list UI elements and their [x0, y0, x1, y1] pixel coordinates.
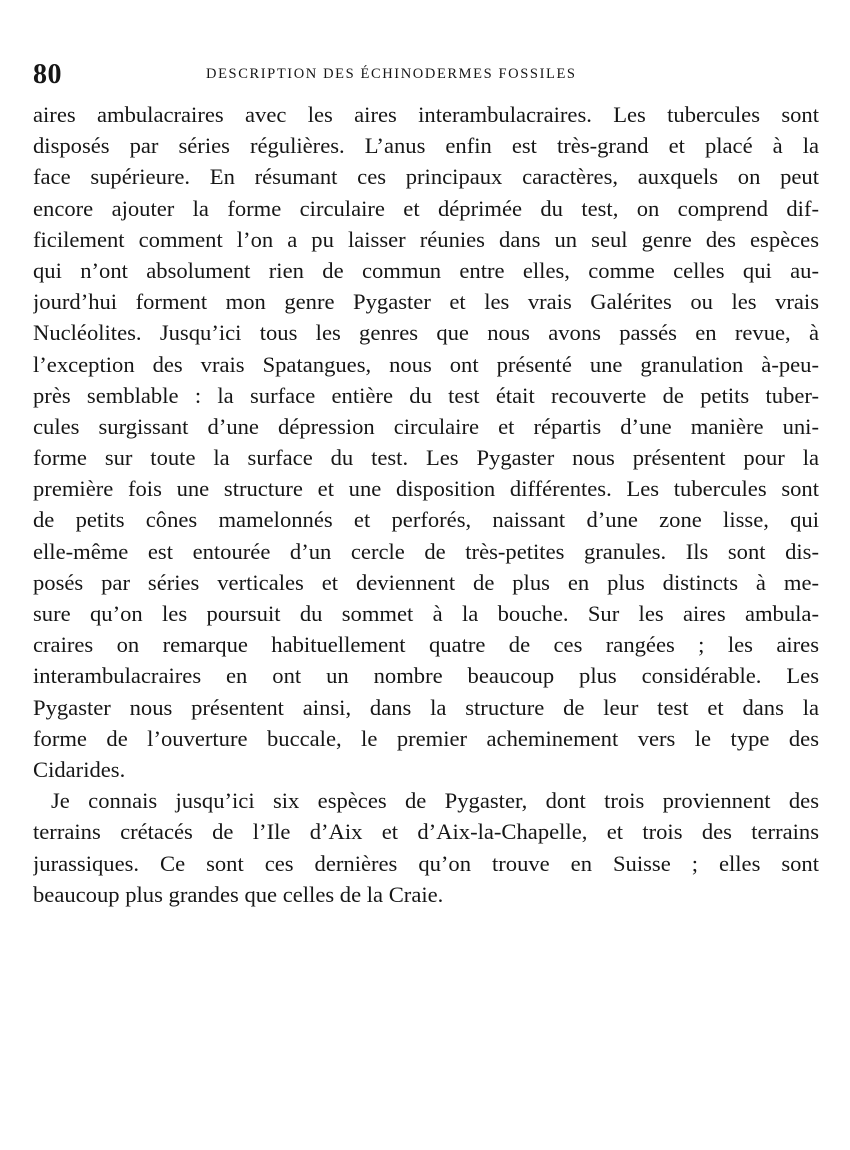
text-line: aires ambulacraires avec les aires interambulacraires. Les tubercules sont: [33, 102, 819, 127]
text-line: Nucléolites. Jusqu’ici tous les genres que nous avons passés en revue, à: [33, 320, 819, 346]
text-line: encore ajouter la forme circulaire et déprimée du test, on comprend dif-: [33, 195, 819, 221]
text-line: posés par séries verticales et deviennent de plus en plus distincts à me-: [33, 569, 819, 595]
text-line: beaucoup plus grandes que celles de la Craie.: [33, 881, 444, 907]
text-line: interambulacraires en ont un nombre beaucoup plus considérable. Les: [33, 663, 819, 689]
text-line: craires on remarque habituellement quatre de ces rangées ; les aires: [33, 632, 819, 658]
text-line: jourd’hui forment mon genre Pygaster et les vrais Galérites ou les vrais: [33, 289, 819, 315]
text-line: disposés par séries régulières. L’anus enfin est très-grand et placé à la: [33, 133, 819, 159]
text-line: ficilement comment l’on a pu laisser réunies dans un seul genre des espèces: [33, 226, 819, 252]
text-line: qui n’ont absolument rien de commun entre elles, comme celles qui au-: [33, 257, 819, 283]
text-line: Je connais jusqu’ici six espèces de Pygaster, dont trois proviennent des: [51, 788, 819, 814]
text-line: première fois une structure et une disposition différentes. Les tubercules sont: [33, 476, 819, 502]
text-line: sure qu’on les poursuit du sommet à la bouche. Sur les aires ambula-: [33, 601, 819, 626]
page-number: 80: [33, 59, 62, 90]
text-line: près semblable : la surface entière du test était recouverte de petits tuber-: [33, 382, 819, 408]
running-title: DESCRIPTION DES ÉCHINODERMES FOSSILES: [206, 66, 577, 82]
paragraph-2: [33, 785, 819, 910]
text-line: jurassiques. Ce sont ces dernières qu’on trouve en Suisse ; elles sont: [33, 850, 819, 876]
text-line: de petits cônes mamelonnés et perforés, naissant d’une zone lisse, qui: [33, 507, 819, 533]
paragraph-1: [33, 99, 819, 785]
running-header: [33, 58, 823, 92]
text-line: forme sur toute la surface du test. Les Pygaster nous présentent pour la: [33, 445, 819, 471]
text-line: terrains crétacés de l’Ile d’Aix et d’Aix-la-Chapelle, et trois des terrains: [33, 819, 819, 845]
text-line: forme de l’ouverture buccale, le premier acheminement vers le type des: [33, 725, 819, 751]
text-line: l’exception des vrais Spatangues, nous ont présenté une granulation à-peu-: [33, 351, 819, 377]
text-line: Cidarides.: [33, 756, 126, 782]
text-line: Pygaster nous présentent ainsi, dans la structure de leur test et dans la: [33, 694, 819, 720]
body-text: [33, 99, 819, 910]
text-line: face supérieure. En résumant ces principaux caractères, auxquels on peut: [33, 164, 819, 190]
text-line: cules surgissant d’une dépression circulaire et répartis d’une manière uni-: [33, 413, 819, 439]
text-line: elle-même est entourée d’un cercle de très-petites granules. Ils sont dis-: [33, 538, 819, 564]
